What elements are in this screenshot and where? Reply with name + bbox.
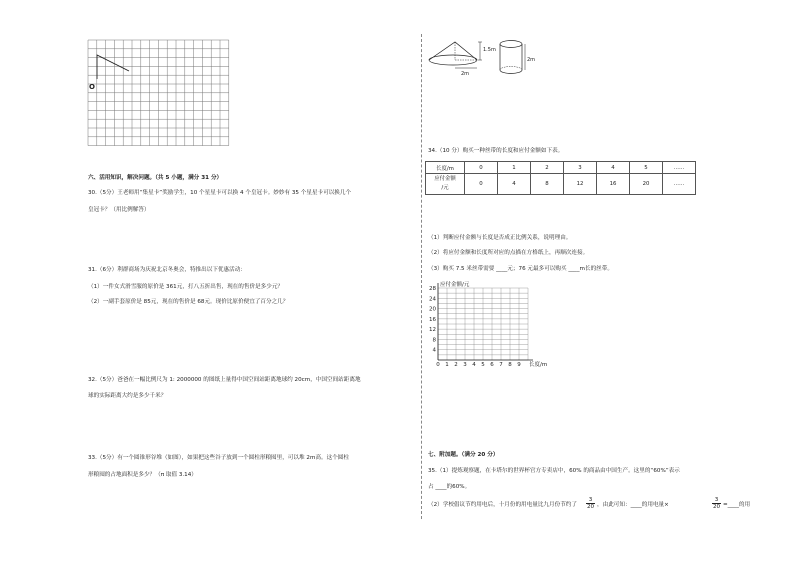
table-cell: …… [663, 174, 696, 195]
table-row-length [426, 162, 696, 174]
q34-sub3: （3）购买 7.5 米丝带需要 ____元；76 元最多可以购买 ____m长的丝带。 [428, 266, 613, 272]
chart-y-tick-label: 4 [432, 347, 436, 354]
table-cell: 16 [597, 174, 630, 195]
cone-radius-label: 2m [461, 71, 470, 77]
q33-line1: 33.（5分）有一个圆锥形谷堆（如图），如果把这些谷子放到一个圆柱形粮囤里，可以堆 2m高。这个圆柱 [88, 455, 349, 461]
table-cell: 3 [564, 162, 597, 174]
table-header-amount [426, 174, 465, 195]
chart-x-axis-label: 长度/m [529, 362, 548, 368]
fraction-numerator: 3 [712, 497, 721, 504]
chart-x-tick-label: 1 [445, 362, 449, 368]
q31-line3: （2）一副手套原价是 85元，现在的售价是 68元。现价比原价便宜了百分之几？ [88, 299, 289, 305]
table-cell: 0 [465, 162, 498, 174]
q32-line1: 32.（5分）爸爸在一幅比例尺为 1: 2000000 的图纸上量得中国空间站距离地球约 20cm，中国空间站距离地 [88, 377, 361, 383]
cone-shape [429, 42, 477, 60]
table-row-amount [426, 174, 696, 195]
chart-y-tick-label: 8 [432, 337, 436, 344]
chart-y-tick-label: 20 [429, 306, 436, 313]
chart-x-tick-label: 5 [481, 362, 485, 368]
q31-line2: （1）一件女式滑雪服的原价是 361元，打八五折出售，现在的售价是多少元？ [88, 284, 284, 290]
q31-line1: 31.（6分）利群商场为庆祝北京冬奥会，特推出以下优惠活动： [88, 267, 246, 273]
table-header-amount-line2: /元 [441, 185, 449, 191]
q35-line1: 35.（1）提炼观察题，在卡塔尔的世界杯官方专卖店中，60% 的商品由中国生产。这里的“60%”表示 [428, 468, 680, 474]
section7-title: 七、附加题。（满分 20 分） [428, 452, 499, 458]
grid-origin-label: O [89, 83, 95, 91]
q34-intro: 34.（10 分）购买一种丝带的长度和应付金额如下表。 [428, 148, 564, 154]
table-cell: 4 [498, 174, 531, 195]
q35-line3-part1: （2）学校倡议节约用电后，十月份的用电量比九月份节约了 [428, 502, 577, 508]
price-table [425, 161, 696, 195]
chart-x-tick-label: 3 [463, 362, 467, 368]
section6-title: 六、活用知识，解决问题。（共 5 小题，满分 31 分） [88, 175, 223, 181]
cylinder-height-label: 2m [527, 57, 536, 63]
table-cell: 12 [564, 174, 597, 195]
table-cell: 2 [531, 162, 564, 174]
table-cell: 20 [630, 174, 663, 195]
chart-x-tick-label: 6 [490, 362, 494, 368]
chart-y-tick-label: 28 [429, 286, 436, 292]
fraction-3-20-a [586, 497, 595, 510]
chart-x-tick-label: 0 [436, 362, 440, 368]
cylinder-top [500, 41, 522, 48]
cone-height-label: 1.5m [483, 47, 496, 53]
fraction-numerator: 3 [586, 497, 595, 504]
chart-x-tick-label: 9 [517, 362, 521, 368]
q35-line2: 占 ____的60%。 [428, 484, 471, 490]
q30-line2: 皇冠卡？（用比例解答） [88, 207, 150, 213]
q34-sub2: （2）将应付金额和长度所对应的点描在方格纸上，再顺次连接。 [428, 250, 589, 256]
table-cell: 1 [498, 162, 531, 174]
q34-sub1: （1）判断应付金额与长度是否成正比例关系，说明理由。 [428, 235, 572, 241]
q30-line1: 30.（5分）王老师用“集星卡”奖励学生，10 个星星卡可以换 4 个皇冠卡。妙妙有 35 个星星卡可以换几个 [88, 190, 352, 196]
fraction-denominator: 20 [712, 504, 721, 510]
chart-title: 应付金额/元 [440, 282, 470, 288]
chart-x-tick-label: 7 [499, 362, 503, 368]
q32-line2: 球的实际距离大约是多少千米？ [88, 393, 167, 399]
chart-y-tick-label: 12 [429, 327, 436, 334]
cone-base [429, 55, 477, 65]
q33-line2: 形粮囤的占地面积是多少？（π 取值 3.14） [88, 472, 197, 478]
chart-x-tick-label: 2 [454, 362, 458, 368]
table-header-length: 长度/m [426, 162, 465, 174]
q35-line3-part2: ，由此可知：____的用电量× [597, 502, 669, 508]
table-header-amount-line1: 应付金额 [434, 176, 456, 182]
table-cell: 0 [465, 174, 498, 195]
table-cell: 5 [630, 162, 663, 174]
column-divider [421, 34, 422, 519]
chart-y-tick-label: 24 [429, 296, 436, 303]
chart-y-tick-label: 16 [429, 316, 436, 323]
fraction-3-20-b [712, 497, 721, 510]
table-cell: …… [663, 162, 696, 174]
table-cell: 8 [531, 174, 564, 195]
chart-x-tick-label: 8 [508, 362, 512, 368]
ribbon-price-chart [424, 278, 554, 368]
q35-line3-part3: =____的用 [723, 502, 751, 508]
table-cell: 4 [597, 162, 630, 174]
coordinate-grid [87, 39, 237, 149]
chart-x-tick-label: 4 [472, 362, 476, 368]
fraction-denominator: 20 [586, 504, 595, 510]
